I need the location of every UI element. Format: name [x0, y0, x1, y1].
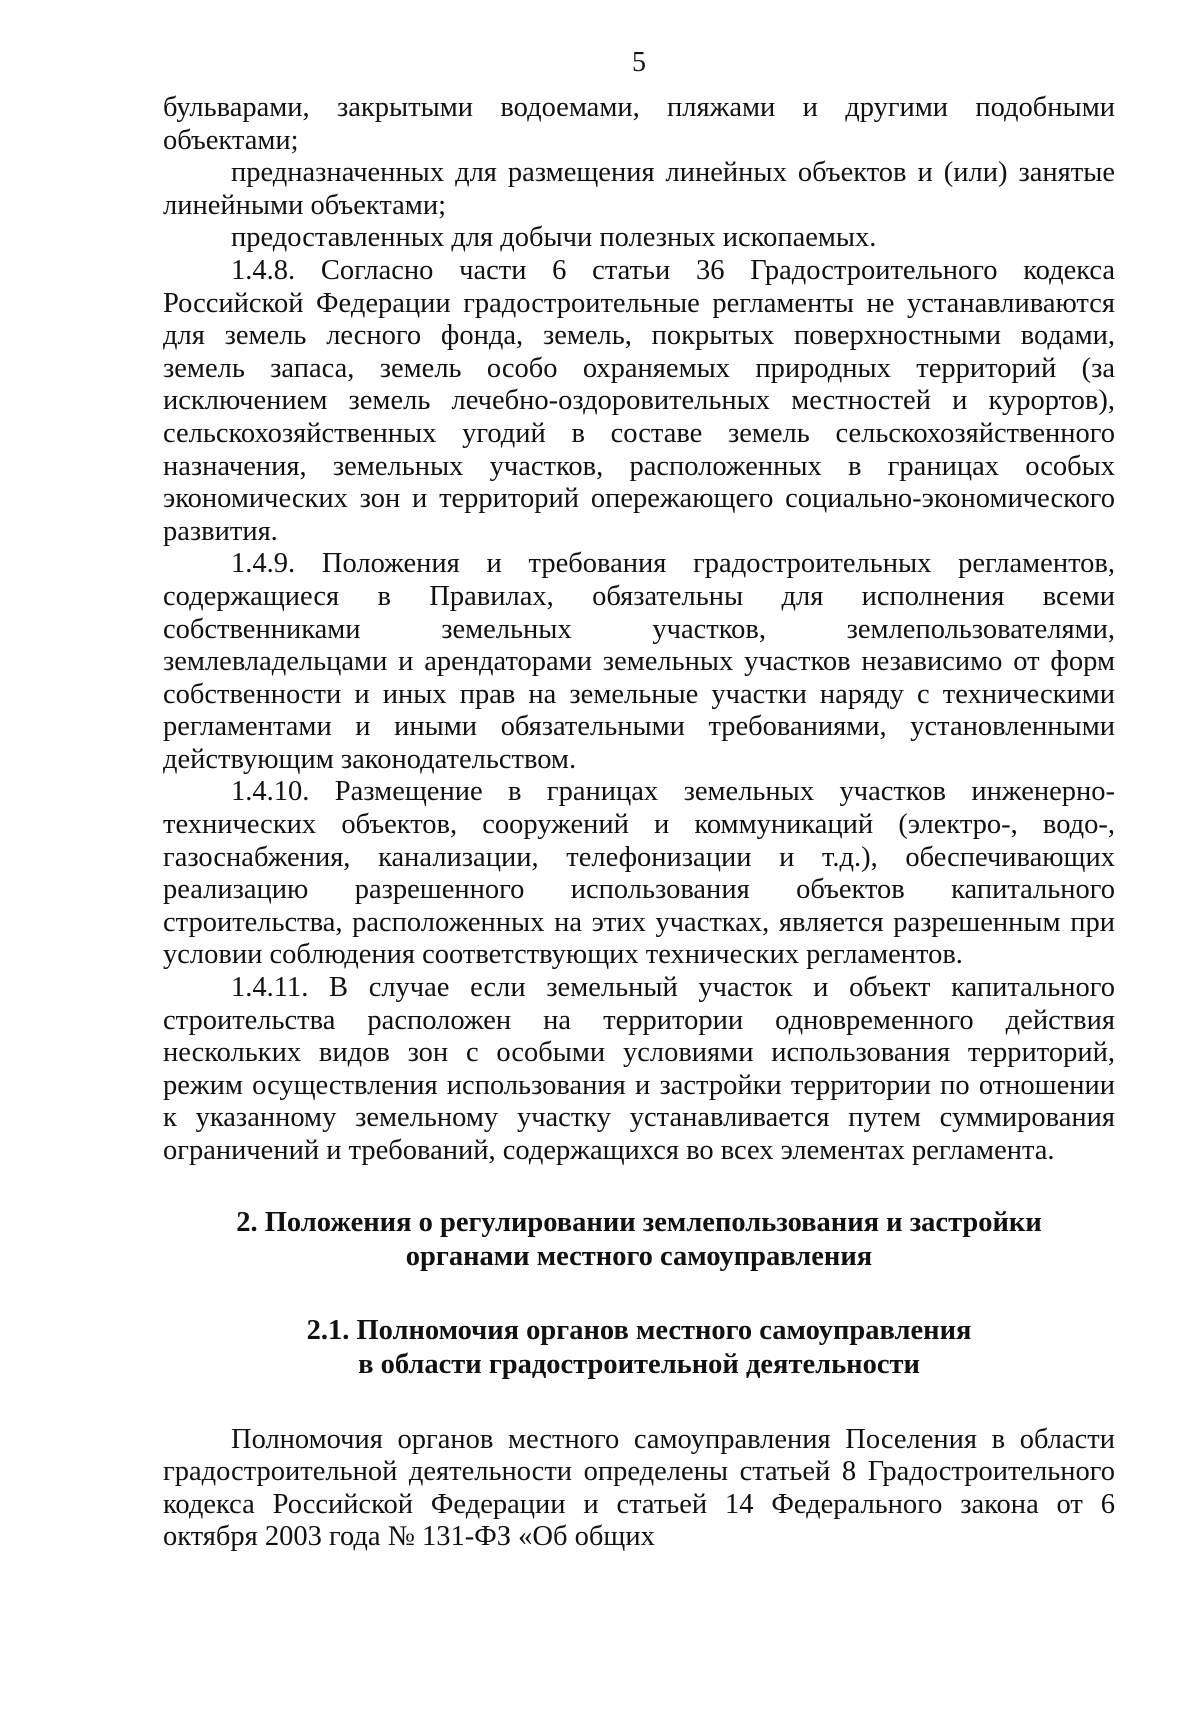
section-2-heading-line-1: 2. Положения о регулировании землепользования и застройки: [236, 1206, 1042, 1238]
paragraph-1-4-9: 1.4.9. Положения и требования градостроительных регламентов, содержащиеся в Правилах, обязательны для исполнения всеми собственниками земельных участков, землепользователями, землевладельцами и арендаторами земельных участков независимо от форм собственности и иных прав на земельные участки наряду с техническими регламентами и иными обязательными требованиями, установленными действующим законодательством.: [163, 548, 1115, 775]
paragraph-minerals: предоставленных для добычи полезных ископаемых.: [231, 222, 877, 254]
section-2-1-heading-line-1: 2.1. Полномочия органов местного самоуправления: [306, 1314, 972, 1346]
page-number: 5: [632, 47, 646, 78]
section-2-heading-line-2: органами местного самоуправления: [405, 1240, 873, 1272]
paragraph-linear-objects: предназначенных для размещения линейных объектов и (или) занятые линейными объектами;: [163, 157, 1115, 221]
paragraph-1-4-8: 1.4.8. Согласно части 6 статьи 36 Градостроительного кодекса Российской Федерации градостроительные регламенты не устанавливаются для земель лесного фонда, земель, покрытых поверхностными водами, земель запаса, земель особо охраняемых природных территорий (за исключением земель лечебно-оздоровительных местностей и курортов), сельскохозяйственных угодий в составе земель сельскохозяйственного назначения, земельных участков, расположенных в границах особых экономических зон и территорий опережающего социально-экономического развития.: [163, 254, 1115, 547]
paragraph-1-4-11: 1.4.11. В случае если земельный участок и объект капитального строительства расположен на территории одновременного действия нескольких видов зон с особыми условиями использования территорий, режим осуществления использования и застройки территории по отношении к указанному земельному участку устанавливается путем суммирования ограничений и требований, содержащихся во всех элементах регламента.: [163, 972, 1115, 1166]
section-2-heading: [163, 1206, 1115, 1274]
section-2-1-heading: [163, 1314, 1115, 1382]
paragraph-powers: Полномочия органов местного самоуправления Поселения в области градостроительной деятельности определены статьей 8 Градостроительного кодекса Российской Федерации и статьей 14 Федерального закона от 6 октября 2003 года № 131-ФЗ «Об общих: [163, 1423, 1115, 1553]
paragraph-1-4-10: 1.4.10. Размещение в границах земельных участков инженерно-технических объектов, сооружений и коммуникаций (электро-, водо-, газоснабжения, канализации, телефонизации и т.д.), обеспечивающих реализацию разрешенного использования объектов капитального строительства, расположенных на этих участках, является разрешенным при условии соблюдения соответствующих технических регламентов.: [163, 776, 1115, 971]
document-page: [163, 46, 1115, 1554]
paragraph-continuation: бульварами, закрытыми водоемами, пляжами и другими подобными объектами;: [163, 92, 1115, 156]
section-2-1-heading-line-2: в области градостроительной деятельности: [358, 1348, 920, 1380]
